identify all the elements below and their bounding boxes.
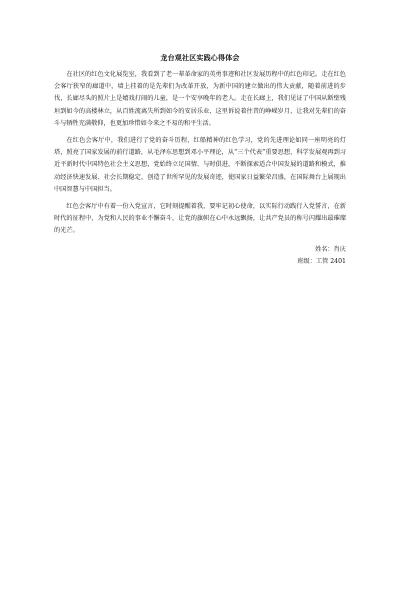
document-content [54, 53, 346, 269]
signature-block [54, 244, 346, 270]
paragraph-1: 在社区的红色文化展览室，我看到了老一辈革命家的英勇事迹和社区发展历程中的红色印记。走在红色会客厅狭窄的廊道中，墙上挂着的是先辈们为改革开放，为新中国的建立做出的伟大贡献，随着前进的步伐，长廊尽头的照片上是嬉戏打闹的儿童，是一个安享晚年的老人。走在长廊上，我们见证了中国从断壁残垣到如今的高楼林立，从百姓流离失所到如今的安居乐业，这里诉说着往昔的峥嵘岁月，让我对先辈们的奋斗与牺牲充满敬仰，也更加珍惜如今来之不易的和平生活。 [54, 71, 346, 127]
signature-class: 班级：工管 2401 [297, 258, 346, 266]
paragraph-3: 红色会客厅中有着一份入党宣言，它时刻提醒着我，要牢记初心使命，以实际行动践行入党誓言，在新时代的征程中，为党和人民的事业不懈奋斗，让党的旗帜在心中永远飘扬，让共产党员的称号闪耀出最璀璨的光芒。 [54, 203, 346, 235]
page-title: 龙台观社区实践心得体会 [160, 53, 240, 62]
paragraph-2: 在红色会客厅中，我们进行了党的奋斗历程，红船精神的红色学习，党的先进理论如同一座明亮的灯塔，照亮了国家发展的前行道路，从毛泽东思想到邓小平理论，从“三个代表”重要思想，科学发展观再到习近平新时代中国特色社会主义思想，党始终立足国情、与时俱进，不断探索适合中国发展的道路和模式，推动经济快速发展、社会长期稳定，创造了世所罕见的发展奇迹，使国家日益繁荣昌盛，在国际舞台上展现出中国智慧与中国担当。 [54, 137, 346, 193]
signature-name: 姓名：肖庆 [315, 245, 346, 253]
